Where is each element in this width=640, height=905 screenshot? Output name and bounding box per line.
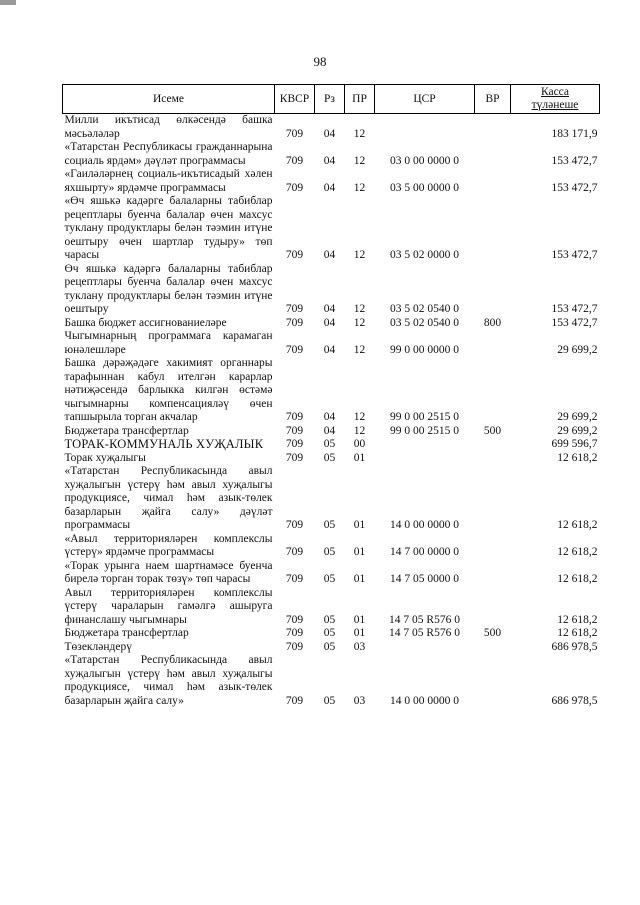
row-vr	[475, 452, 511, 466]
row-vr	[475, 560, 511, 587]
row-pr: 03	[353, 694, 366, 707]
row-pr: 03	[353, 640, 366, 653]
header-kassa-line1: Касса	[540, 86, 570, 98]
row-pr: 01	[353, 613, 366, 626]
row-vr	[475, 465, 511, 533]
row-pr: 12	[353, 181, 366, 194]
table-row	[63, 263, 600, 317]
table-header-row	[63, 85, 600, 114]
row-csr	[375, 114, 475, 142]
table-row	[63, 465, 600, 533]
header-kvsr: КВСР	[275, 85, 315, 114]
table-row	[63, 452, 600, 466]
row-csr: 99 0 00 2515 0	[390, 424, 459, 437]
row-csr: 03 5 02 0540 0	[390, 316, 459, 329]
header-csr: ЦСР	[375, 85, 475, 114]
budget-table	[62, 84, 600, 708]
row-pr: 12	[353, 411, 366, 423]
row-csr: 03 5 02 0540 0	[390, 303, 459, 315]
row-kvsr: 709	[285, 546, 304, 558]
row-csr: 14 7 05 R576 0	[389, 627, 460, 639]
table-row	[63, 627, 600, 641]
row-csr: 03 5 02 0000 0	[390, 249, 459, 261]
row-kvsr: 709	[285, 316, 304, 329]
row-kvsr: 709	[285, 627, 304, 639]
table-row	[63, 425, 600, 439]
header-kassa-line2: түләнеше	[531, 99, 579, 111]
row-csr: 14 0 00 0000 0	[390, 519, 459, 531]
row-pr: 12	[353, 316, 366, 329]
row-csr: 14 7 05 R576 0	[389, 613, 460, 626]
row-vr	[475, 141, 511, 168]
row-name: Башка бюджет ассигнованиеләре	[64, 316, 227, 329]
row-rz: 05	[323, 451, 336, 464]
row-vr	[475, 114, 511, 142]
row-kvsr: 709	[285, 613, 304, 626]
row-vr	[475, 195, 511, 263]
row-vr	[475, 357, 511, 425]
row-name: Бюджетара трансфертлар	[64, 627, 189, 639]
row-pr: 12	[353, 424, 366, 437]
table-row	[63, 560, 600, 587]
row-name: «Татарстан Республикасы гражданнарына социаль ярдәм» дәүләт программасы	[64, 141, 273, 167]
row-csr	[375, 438, 475, 452]
row-amount: 29 699,2	[557, 424, 598, 437]
table-row	[63, 141, 600, 168]
header-rz: Рз	[315, 85, 345, 114]
row-rz: 04	[323, 411, 336, 423]
row-rz: 05	[323, 573, 336, 585]
table-row	[63, 114, 600, 142]
row-csr: 99 0 00 0000 0	[390, 343, 459, 356]
row-rz: 05	[323, 627, 336, 639]
row-pr: 01	[353, 627, 366, 639]
row-vr: 500	[483, 424, 502, 437]
row-rz: 04	[323, 343, 336, 356]
header-pr: ПР	[345, 85, 375, 114]
row-amount: 12 618,2	[557, 546, 598, 558]
row-rz: 04	[323, 424, 336, 437]
row-vr	[475, 263, 511, 317]
table-row	[63, 533, 600, 560]
header-kassa	[511, 85, 600, 114]
row-amount: 29 699,2	[557, 343, 598, 356]
row-name: Бюджетара трансфертлар	[64, 424, 189, 437]
row-csr: 99 0 00 2515 0	[390, 411, 459, 423]
row-name: Башка дәрәҗәдәге хакимият органнары тарафыннан кабул ителгән карарлар нәтиҗәсендә барлыкка килгән өстәмә чыгымнарны компенсацияләү өчен тапшырыла торган акчалар	[64, 357, 273, 423]
row-amount: 12 618,2	[557, 451, 598, 464]
row-vr	[475, 330, 511, 357]
table-row	[63, 641, 600, 655]
row-csr: 03 0 00 0000 0	[390, 154, 459, 167]
row-name: Өч яшькә кадәргә балаларны табиблар рецептлары буенча балалар өчен махсус туклану продуктлары белән тәэмин итүне оештыру	[64, 262, 273, 315]
table-row	[63, 357, 600, 425]
row-name: Авыл территорияләрен комплекслы үстерү чараларын гамәлгә ашыруга финанслашу чыгымнары	[64, 586, 273, 626]
row-amount: 153 472,7	[551, 316, 598, 329]
row-name: Төзекләндерү	[64, 640, 132, 653]
row-rz: 05	[323, 519, 336, 531]
row-vr	[475, 438, 511, 452]
row-kvsr: 709	[285, 181, 304, 194]
row-kvsr: 709	[285, 438, 304, 450]
section-row	[63, 438, 600, 452]
row-vr	[475, 587, 511, 628]
row-vr	[475, 168, 511, 195]
row-kvsr: 709	[285, 249, 304, 261]
page-number: 98	[313, 54, 327, 69]
row-name: ТОРАК-КОММУНАЛЬ ХУҖАЛЫК	[64, 437, 264, 451]
row-rz: 05	[323, 613, 336, 626]
row-amount: 153 472,7	[551, 181, 598, 194]
row-amount: 29 699,2	[557, 411, 598, 423]
row-pr: 01	[353, 573, 366, 585]
row-vr: 800	[483, 316, 502, 329]
row-pr: 12	[353, 249, 366, 261]
row-vr: 500	[483, 627, 502, 639]
row-amount: 183 171,9	[551, 127, 598, 140]
row-pr: 12	[353, 127, 366, 140]
row-rz: 05	[323, 546, 336, 558]
table-body	[63, 114, 600, 709]
row-pr: 01	[353, 519, 366, 531]
row-pr: 12	[353, 154, 366, 167]
row-amount: 153 472,7	[551, 249, 598, 261]
row-amount: 686 978,5	[551, 640, 598, 653]
row-rz: 04	[323, 127, 336, 140]
row-kvsr: 709	[285, 694, 304, 707]
row-rz: 05	[323, 438, 336, 450]
row-amount: 12 618,2	[557, 627, 598, 639]
row-csr	[375, 641, 475, 655]
row-rz: 04	[323, 181, 336, 194]
row-amount: 12 618,2	[557, 573, 598, 585]
row-amount: 699 596,7	[551, 438, 598, 450]
row-rz: 04	[323, 249, 336, 261]
row-csr	[375, 452, 475, 466]
row-amount: 153 472,7	[551, 303, 598, 315]
row-amount: 686 978,5	[551, 694, 598, 707]
row-name: «Өч яшькә кадәрге балаларны табиблар рецептлары буенча балалар өчен махсус туклану продуктлары белән тәэмин итүне оештыру өчен шартлар тудыру» төп чарасы	[64, 195, 273, 261]
row-kvsr: 709	[285, 640, 304, 653]
row-kvsr: 709	[285, 127, 304, 140]
row-rz: 04	[323, 316, 336, 329]
row-name: «Татарстан Республикасында авыл хуҗалыгын үстерү һәм авыл хуҗалыгы продукциясе, чимал һәм азык-төлек базарларын җайга салу» дәүләт программасы	[64, 465, 273, 531]
row-pr: 01	[353, 546, 366, 558]
row-kvsr: 709	[285, 424, 304, 437]
row-amount: 12 618,2	[557, 613, 598, 626]
row-name: «Татарстан Республикасында авыл хуҗалыгын үстерү һәм авыл хуҗалыгы продукциясе, чимал һәм азык-төлек базарларын җайга салу»	[64, 654, 273, 707]
row-amount: 12 618,2	[557, 519, 598, 531]
row-vr	[475, 654, 511, 708]
row-csr: 03 5 00 0000 0	[390, 181, 459, 194]
header-name: Исеме	[63, 85, 275, 114]
table-row	[63, 587, 600, 628]
row-pr: 01	[353, 451, 366, 464]
row-pr: 12	[353, 343, 366, 356]
row-kvsr: 709	[285, 519, 304, 531]
row-rz: 04	[323, 303, 336, 315]
row-name: Торак хуҗалыгы	[64, 451, 146, 464]
row-name: «Авыл территорияләрен комплекслы үстерү» ярдәмче программасы	[64, 532, 273, 558]
row-amount: 153 472,7	[551, 154, 598, 167]
header-vr: ВР	[475, 85, 511, 114]
row-vr	[475, 533, 511, 560]
row-csr: 14 0 00 0000 0	[390, 694, 459, 707]
row-name: «Торак урынга наем шартнамәсе буенча бирелә торган торак төзү» төп чарасы	[64, 559, 273, 585]
row-kvsr: 709	[285, 154, 304, 167]
row-name: Чыгымнарның программага карамаган юнәлешләре	[64, 330, 273, 356]
row-rz: 04	[323, 154, 336, 167]
row-kvsr: 709	[285, 343, 304, 356]
row-kvsr: 709	[285, 451, 304, 464]
row-kvsr: 709	[285, 573, 304, 585]
row-rz: 05	[323, 694, 336, 707]
row-name: Милли икътисад өлкәсендә башка мәсьәләләр	[64, 114, 273, 140]
row-csr: 14 7 05 0000 0	[390, 573, 459, 585]
row-vr	[475, 641, 511, 655]
scan-corner-mark	[0, 0, 16, 5]
row-csr: 14 7 00 0000 0	[390, 546, 459, 558]
row-rz: 05	[323, 640, 336, 653]
row-name: «Гаиләләрнең социаль-икътисадый хәлен яхшырту» ярдәмче программасы	[64, 168, 273, 194]
table-row	[63, 168, 600, 195]
table-row	[63, 654, 600, 708]
table-row	[63, 317, 600, 331]
row-pr: 12	[353, 303, 366, 315]
table-row	[63, 195, 600, 263]
row-kvsr: 709	[285, 411, 304, 423]
row-kvsr: 709	[285, 303, 304, 315]
table-row	[63, 330, 600, 357]
row-pr: 00	[353, 438, 366, 450]
